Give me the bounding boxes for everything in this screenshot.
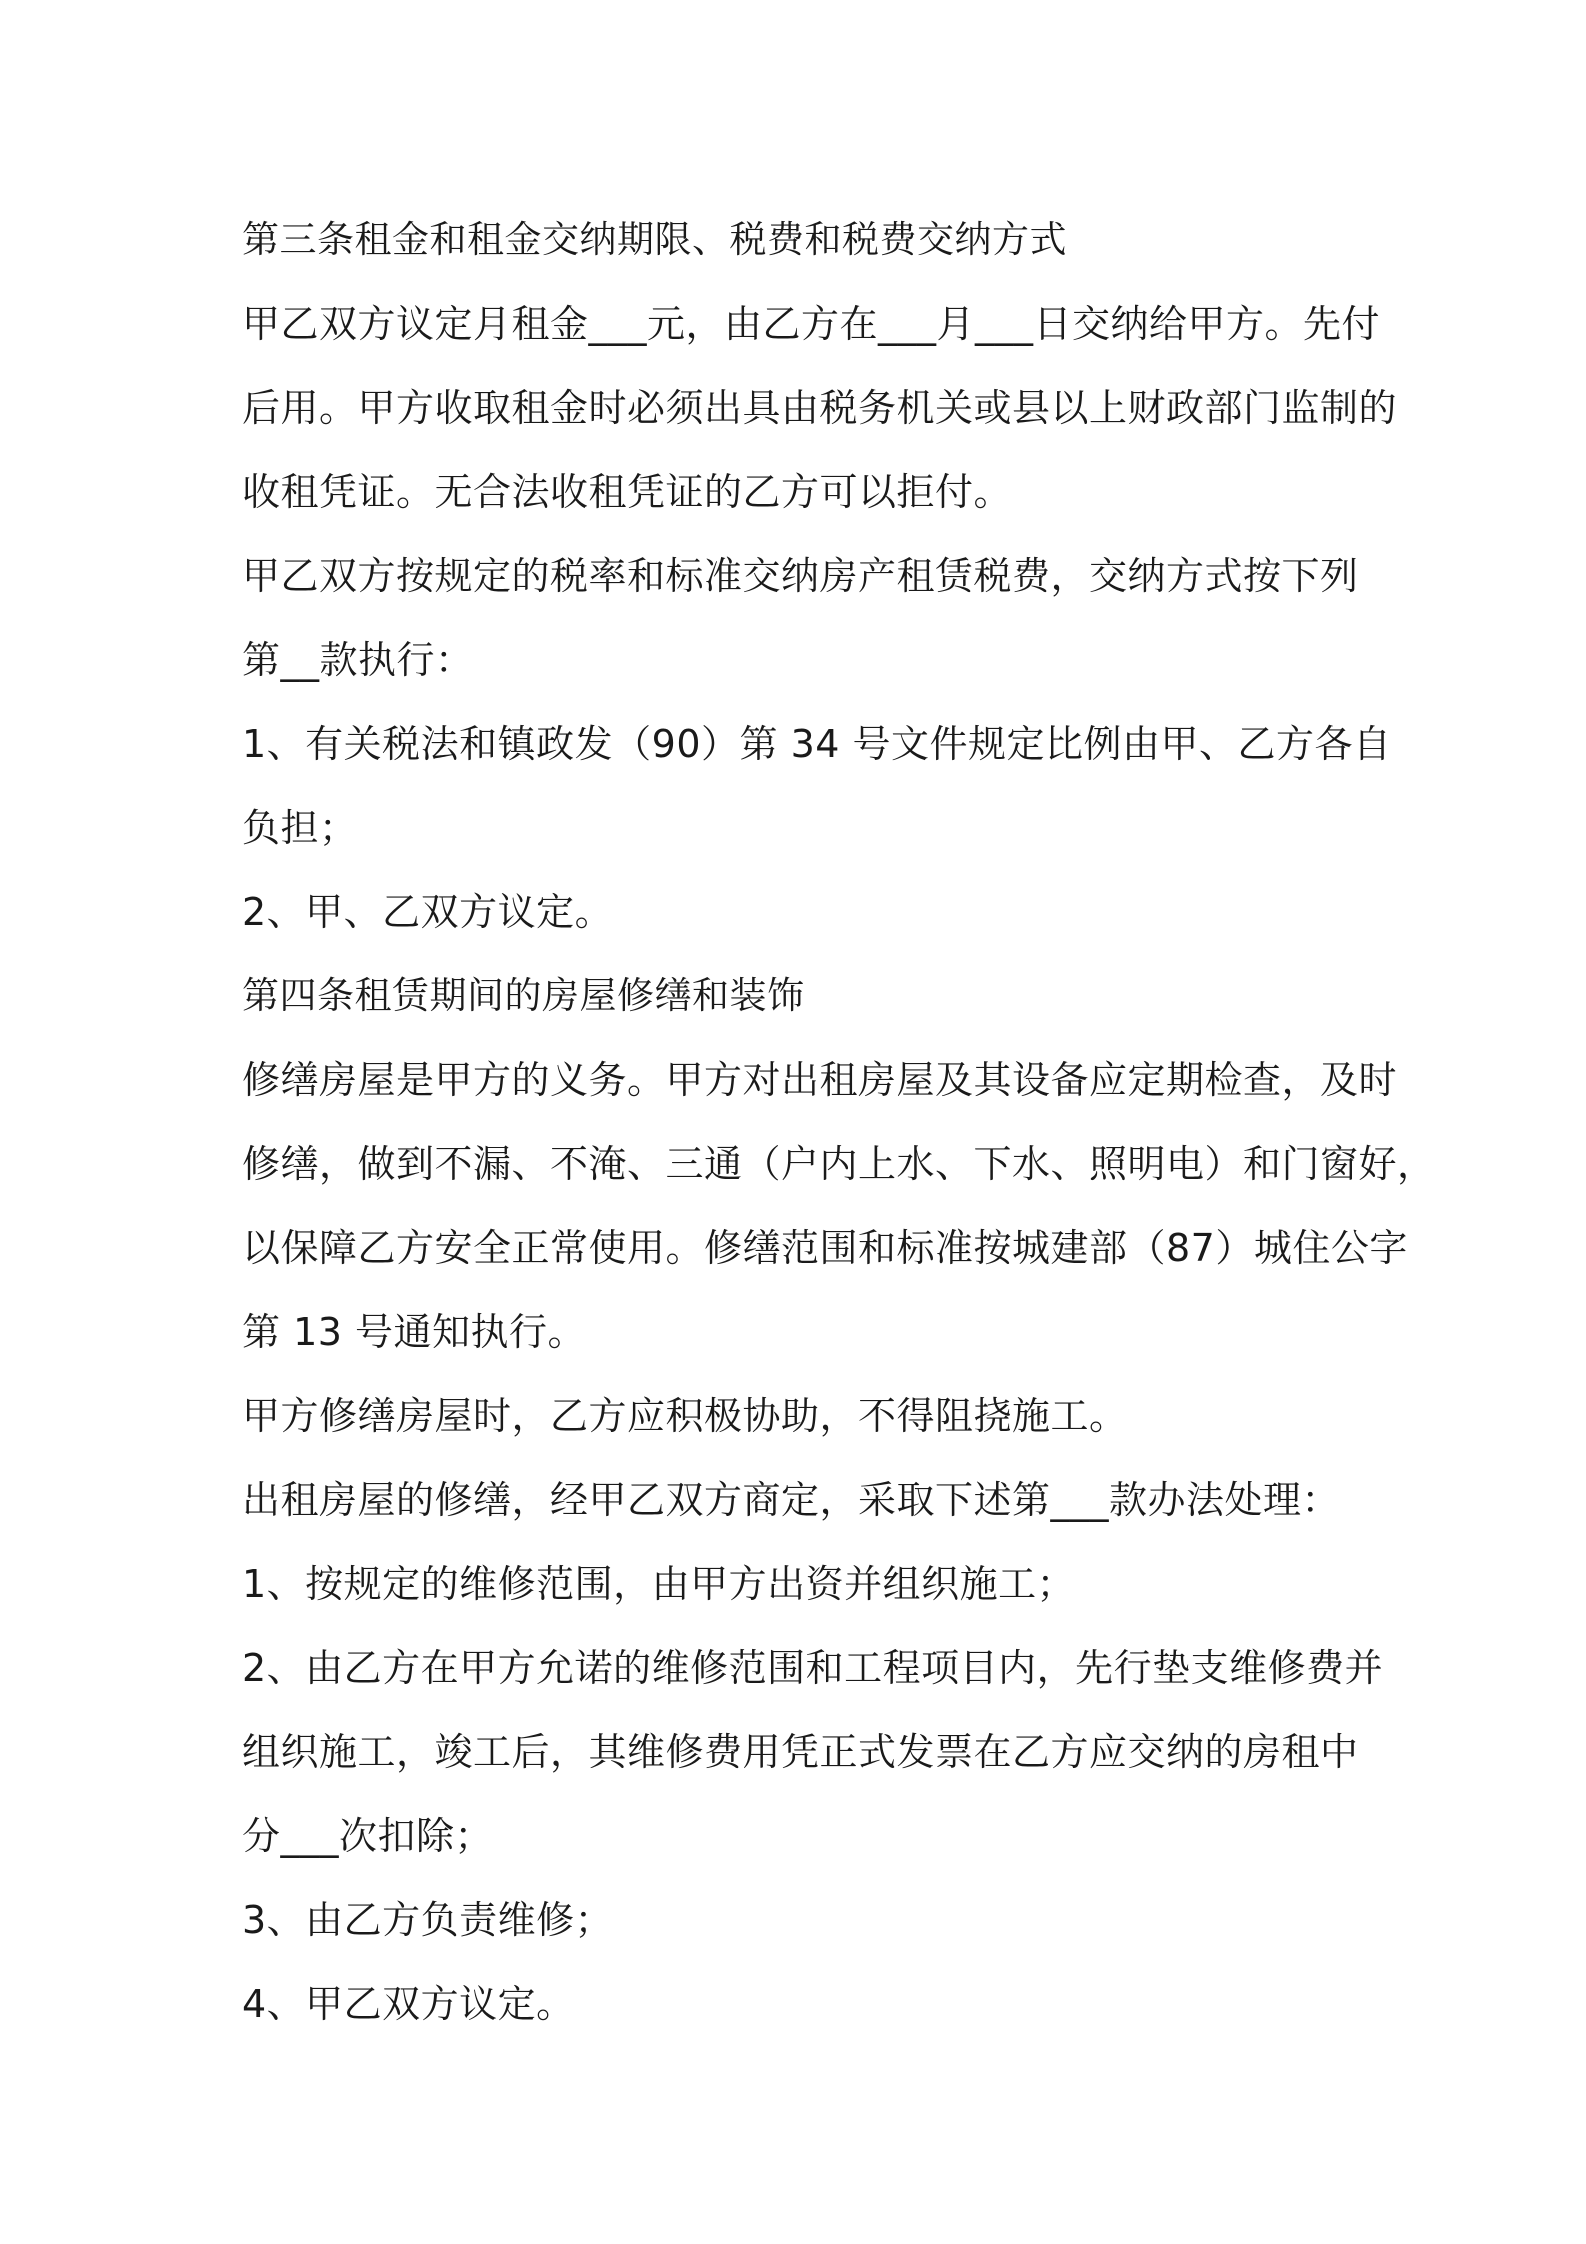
list-item-line: 2、甲、乙双方议定。 bbox=[242, 890, 614, 934]
list-item-line: 2、由乙方在甲方允诺的维修范围和工程项目内，先行垫支维修费并 bbox=[242, 1646, 1384, 1690]
document-body bbox=[242, 198, 1436, 2046]
paragraph-line: 甲乙双方议定月租金___元，由乙方在___月___日交纳给甲方。先付 bbox=[242, 302, 1381, 346]
paragraph-line: 甲方修缮房屋时，乙方应积极协助，不得阻挠施工。 bbox=[242, 1394, 1128, 1438]
list-item-line: 组织施工，竣工后，其维修费用凭正式发票在乙方应交纳的房租中 bbox=[242, 1730, 1359, 1774]
list-item-line: 1、按规定的维修范围，由甲方出资并组织施工； bbox=[242, 1562, 1076, 1606]
list-item-line: 4、甲乙双方议定。 bbox=[242, 1982, 575, 2026]
list-item-line: 1、有关税法和镇政发（90）第 34 号文件规定比例由甲、乙方各自 bbox=[242, 722, 1392, 766]
paragraph-line: 以保障乙方安全正常使用。修缮范围和标准按城建部（87）城住公字 bbox=[242, 1226, 1408, 1270]
list-item-line: 负担； bbox=[242, 806, 358, 850]
list-item-line: 分___次扣除； bbox=[242, 1814, 494, 1858]
paragraph-line: 第__款执行： bbox=[242, 638, 474, 682]
article-3-heading: 第三条租金和租金交纳期限、税费和税费交纳方式 bbox=[242, 218, 1067, 261]
paragraph-line: 后用。甲方收取租金时必须出具由税务机关或县以上财政部门监制的 bbox=[242, 386, 1398, 430]
article-4-heading: 第四条租赁期间的房屋修缮和装饰 bbox=[242, 974, 805, 1017]
paragraph-line: 第 13 号通知执行。 bbox=[242, 1310, 587, 1354]
list-item-line: 3、由乙方负责维修； bbox=[242, 1898, 614, 1942]
paragraph-line: 甲乙双方按规定的税率和标准交纳房产租赁税费，交纳方式按下列 bbox=[242, 554, 1359, 598]
paragraph-line: 收租凭证。无合法收租凭证的乙方可以拒付。 bbox=[242, 470, 1013, 514]
paragraph-line: 修缮房屋是甲方的义务。甲方对出租房屋及其设备应定期检查，及时 bbox=[242, 1058, 1398, 1102]
paragraph-line: 出租房屋的修缮，经甲乙双方商定，采取下述第___款办法处理： bbox=[242, 1478, 1341, 1522]
paragraph-line: 修缮，做到不漏、不淹、三通（户内上水、下水、照明电）和门窗好， bbox=[242, 1142, 1436, 1186]
